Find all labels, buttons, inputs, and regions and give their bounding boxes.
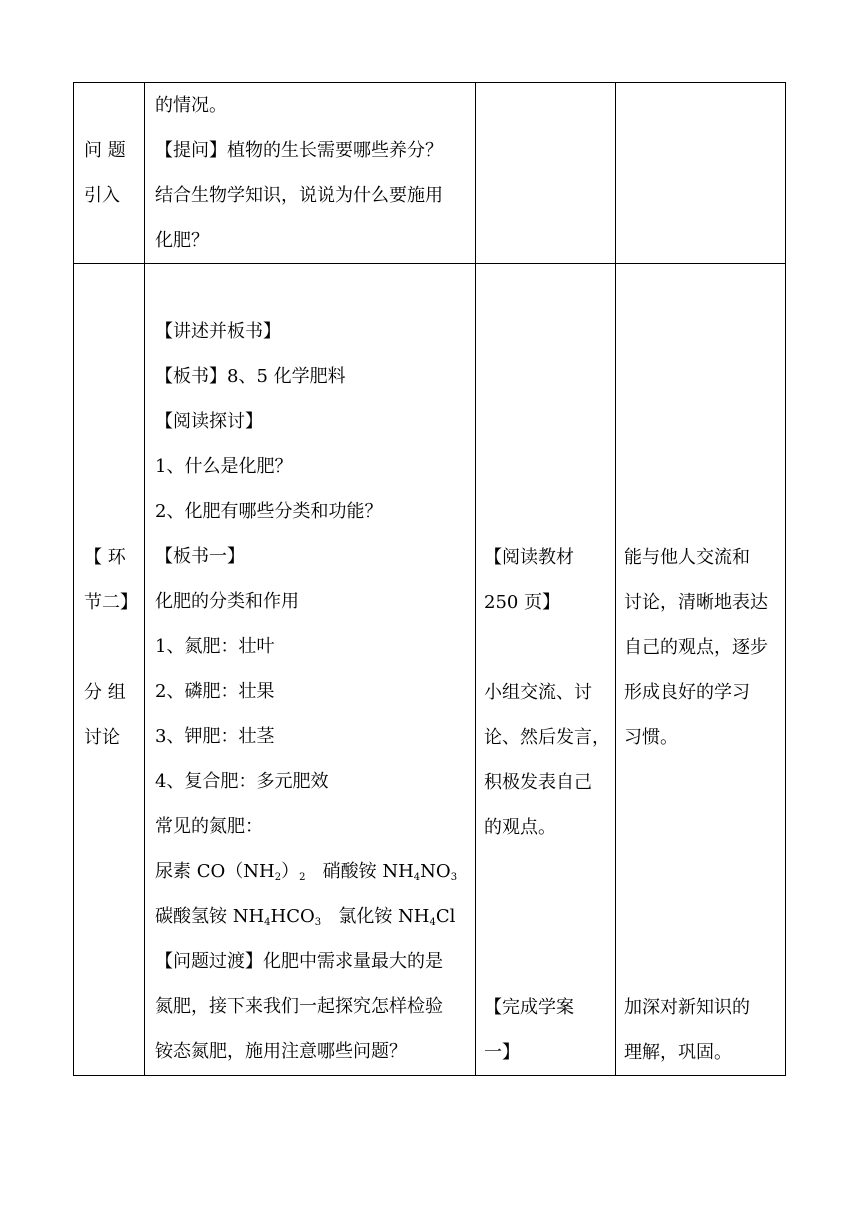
subscript: 2 — [274, 872, 282, 883]
subscript: 4 — [429, 917, 436, 928]
text-line: 铵态氮肥，施用注意哪些问题？ — [155, 1041, 407, 1062]
ammonium-nitrate-formula — [323, 861, 457, 882]
spacer — [624, 805, 781, 850]
text-line: 1、什么是化肥？ — [155, 456, 293, 477]
text-line: 的观点。 — [484, 817, 556, 838]
design-intent-cell — [616, 83, 786, 264]
stage-label: 分 组 — [84, 682, 126, 703]
text-line: 【提问】植物的生长需要哪些养分？ — [155, 140, 443, 161]
text-line: 能与他人交流和 — [624, 547, 750, 568]
text-line: 【板书】8、5 化学肥料 — [155, 366, 346, 387]
spacer — [484, 625, 611, 670]
subscript: 4 — [264, 917, 271, 928]
ammonium-chloride-formula — [338, 906, 455, 927]
text-line: 化肥？ — [155, 230, 209, 251]
text-line: 一】 — [484, 1042, 520, 1063]
formula-text: HCO — [270, 906, 315, 927]
subscript: 4 — [413, 872, 421, 883]
formula-text: 尿素 CO（NH — [155, 861, 275, 882]
spacer — [484, 850, 611, 895]
text-line: 习惯。 — [624, 727, 678, 748]
text-line: 3、钾肥：壮茎 — [155, 726, 275, 747]
subscript: 2 — [299, 872, 306, 883]
text-line: 化肥的分类和作用 — [155, 591, 299, 612]
subscript: 3 — [314, 917, 322, 928]
formula-text: ） — [281, 861, 300, 882]
text-line: 【问题过渡】化肥中需求量最大的是 — [155, 951, 443, 972]
row-section-two — [74, 264, 786, 1076]
text-line: 【阅读探讨】 — [155, 411, 263, 432]
text-line: 1、氮肥：壮叶 — [155, 636, 275, 657]
text-line: 形成良好的学习 — [624, 682, 750, 703]
text-line: 2、化肥有哪些分类和功能？ — [155, 501, 383, 522]
formula-text: NO — [420, 861, 451, 882]
text-line: 积极发表自己 — [484, 772, 592, 793]
text-line: 【板书一】 — [155, 546, 245, 567]
formula-text: Cl — [435, 906, 456, 927]
spacer — [84, 625, 140, 670]
formula-text: 碳酸氢铵 NH — [155, 906, 265, 927]
text-line: 【讲述并板书】 — [155, 321, 281, 342]
text-line: 【阅读教材 — [484, 547, 574, 568]
spacer — [484, 895, 611, 940]
formula-text: 氯化铵 NH — [338, 906, 430, 927]
ammonium-bicarbonate-formula — [155, 906, 321, 927]
design-intent-cell — [616, 264, 786, 1076]
formula-text: 硝酸铵 NH — [322, 861, 414, 882]
text-line: 小组交流、讨 — [484, 682, 592, 703]
text-line: 论、然后发言， — [484, 727, 610, 748]
text-line: 自己的观点，逐步 — [624, 637, 768, 658]
stage-label: 节二】 — [84, 592, 138, 613]
stage-label: 讨论 — [84, 727, 120, 748]
student-activity-cell — [476, 83, 616, 264]
text-line: 氮肥，接下来我们一起探究怎样检验 — [155, 996, 443, 1017]
formula-line — [155, 894, 471, 939]
lesson-plan-table — [73, 82, 786, 1076]
spacer — [484, 940, 611, 985]
teacher-activity-cell — [145, 83, 476, 264]
text-line: 结合生物学知识，说说为什么要施用 — [155, 185, 443, 206]
text-line: 2、磷肥：壮果 — [155, 681, 275, 702]
text-line: 常见的氮肥： — [155, 816, 263, 837]
urea-formula — [155, 861, 305, 882]
text-line: 加深对新知识的 — [624, 997, 750, 1018]
text-line: 250 页】 — [484, 592, 561, 613]
spacer — [624, 895, 781, 940]
row-problem-intro — [74, 83, 786, 264]
text-line: 4、复合肥：多元肥效 — [155, 771, 329, 792]
stage-label: 问 题 — [84, 140, 126, 161]
text-line: 【完成学案 — [484, 997, 574, 1018]
subscript: 3 — [450, 872, 458, 883]
spacer — [624, 760, 781, 805]
text-line: 的情况。 — [155, 95, 227, 116]
text-line: 理解，巩固。 — [624, 1042, 732, 1063]
stage-label-cell — [74, 83, 145, 264]
text-line: 讨论，清晰地表达 — [624, 592, 768, 613]
formula-line — [155, 849, 471, 894]
teacher-activity-cell — [145, 264, 476, 1076]
student-activity-cell — [476, 264, 616, 1076]
stage-label-cell — [74, 264, 145, 1076]
spacer — [624, 940, 781, 985]
spacer — [624, 850, 781, 895]
stage-label: 引入 — [84, 185, 120, 206]
stage-label: 【 环 — [84, 547, 126, 568]
